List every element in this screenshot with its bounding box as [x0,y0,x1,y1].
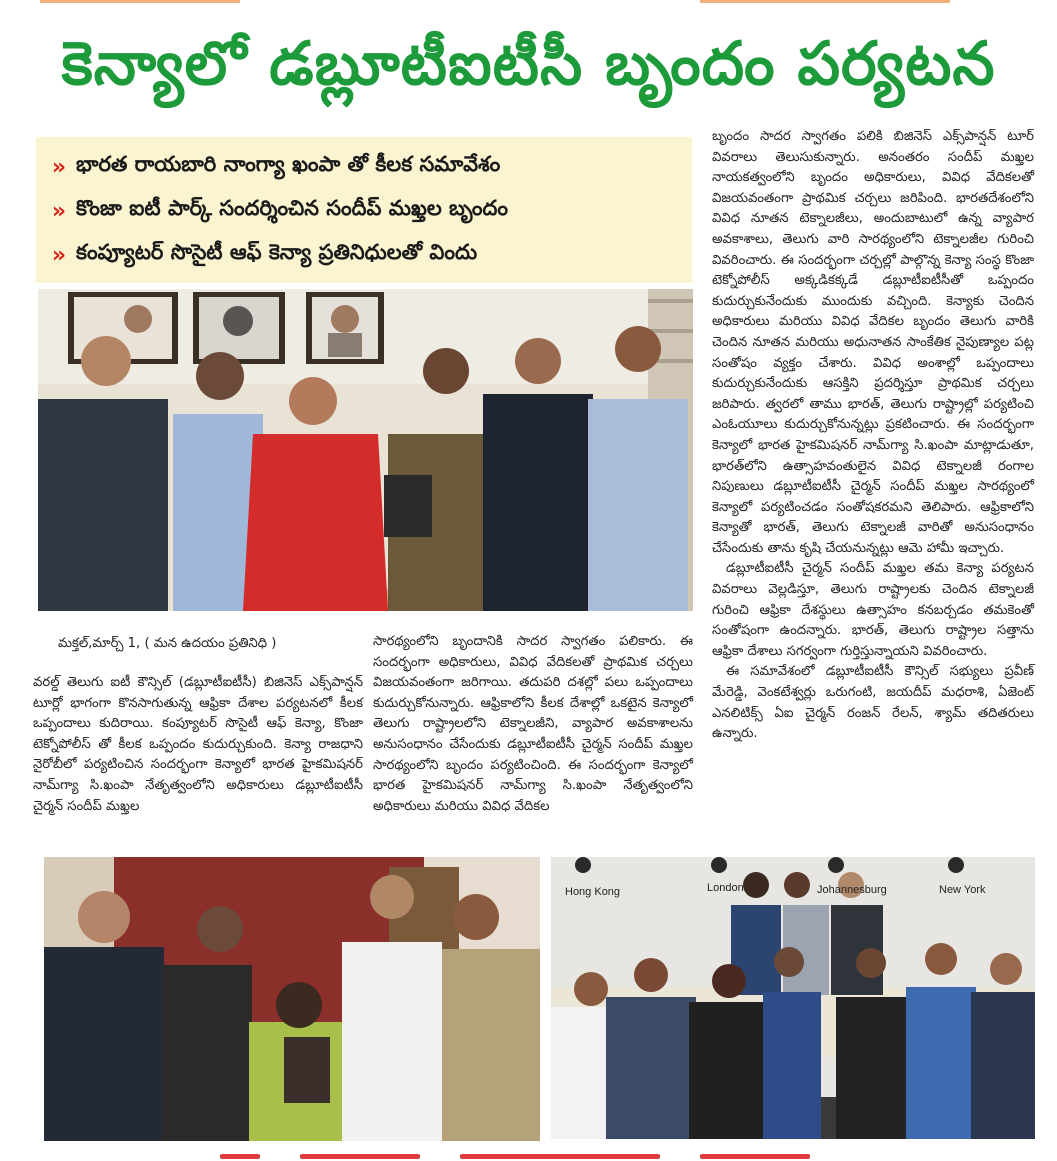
article-paragraph: సారథ్యంలోని బృందానికి సాదర స్వాగతం పలికారు. ఈ సందర్భంగా అధికారులు, వివిధ వేదికలతో ప్రాథమిక చర్చలు విజయవంతంగా జరిగాయి. తదుపరి దశల్లో పలు ఒప్పందాలు కుదుర్చుకోనున్నారు. ఆఫ్రికాలోని కీలక దేశాల్లో ఒకటైన కెన్యాలో తెలుగు రాష్ట్రాలలోని టెక్నాలజీని, వ్యాపార అవకాశాలను అనుసంధానం చేసేందుకు డబ్లూటీఐటీసీ చైర్మన్ సందీప్ మఖ్తల సారథ్యంలోని బృందం పర్యటించింది. ఈ సందర్భంగా కెన్యాలో భారత హైకమిషనర్ నామ్‌గ్యా సి.ఖంపా నేతృత్వంలోని అధికారులు మరియు వివిధ వేదికల [373,634,693,814]
bullet-arrow-icon: » [51,154,67,180]
photo-group-with-official [44,857,540,1141]
dateline: మక్తల్,మార్చ్ 1, ( మన ఉదయం ప్రతినిధి ) [58,636,277,651]
wall-clock-label: Johannesburg [817,884,887,896]
article-column-2 [373,632,693,817]
wall-clock-label: London [707,882,744,894]
bullet-arrow-icon: » [51,198,67,224]
highlight-text: కొంజా ఐటీ పార్క్ సందర్శించిన సందీప్ మఖ్తల బృందం [76,196,509,220]
article-paragraph: బృందం సాదర స్వాగతం పలికి బిజినెస్ ఎక్స్‌పాన్షన్ టూర్ వివరాలు తెలుసుకున్నారు. అనంతరం సందీప్ మఖ్తల నాయకత్వంలోని బృందం అధికారులు, వివిధ వేదికలతో విజయవంతంగా ప్రాథమిక చర్చలు జరిపింది. భారతదేశంలోని వివిధ నూతన టెక్నాలజీలు, అందుబాటులో ఉన్న వ్యాపార అవకాశాలు, తెలుగు వారి సారథ్యంలోని టెక్నాలజీల గురించి వివరించారు. ఈ సందర్భంగా చర్చల్లో పాల్గొన్న కెన్యా సంస్థ కొంజా టెక్నోపోలీస్ అక్కడికక్కడే డబ్లూటీఐటీసీతో ఒప్పందం కుదుర్చుకునేందుకు ముందుకు వచ్చింది. కెన్యాకు చెందిన అధికారులు మరియు వివిధ వేదికల బృందం తెలుగు వారికి చెందిన నూతన మరియు అధునాతన సాంకేతిక నైపుణ్యాల పట్ల సంతోషం వ్యక్తం చేశారు. వివిధ అంశాల్లో ఒప్పందాలు కుదుర్చుకునేందుకు ఆసక్తిని ప్రదర్శిస్తూ ప్రాథమిక చర్చలు జరిపారు. త్వరలో తాము భారత్, తెలుగు రాష్ట్రాల్లో పర్యటించి ఎంఓయూలు కుదుర్చుకోనున్నట్లు ప్రకటించారు. ఈ సందర్భంగా కెన్యాలో భారత హైకమిషనర్ నామ్‌గ్యా సి.ఖంపా మాట్లాడుతూ, భారత్‌లోని ఉత్సాహవంతులైన వివిధ టెక్నాలజీ రంగాల నిపుణులు డబ్లూటీఐటీసీ చైర్మన్ సందీప్ మఖ్తల సారథ్యంలో కెన్యాలో పర్యటించడం సంతోషకరమని తెలిపారు. ఆఫ్రికాలోని కెన్యాతో భారత్, తెలుగు టెక్నాలజీ వారితో అనుసంధానం చేసేందుకు తాను కృషి చేయనున్నట్లు ఆమె హామీ ఇచ్చారు. [712,129,1034,556]
accent-dash [300,1154,420,1159]
article-column-3 [712,127,1034,745]
highlight-text: కంప్యూటర్ సొసైటీ ఆఫ్ కెన్యా ప్రతినిధులతో విందు [76,240,478,264]
accent-dash [220,1154,260,1159]
article-column-1 [33,673,363,817]
wall-clock-label: New York [939,884,986,896]
accent-bar-left [40,0,240,3]
photo-office-lobby-group [551,857,1035,1139]
photo-group-with-high-commissioner [38,289,693,611]
bullet-arrow-icon: » [51,242,67,268]
accent-bar-right [700,0,950,3]
headline: కెన్యాలో డబ్లూటీఐటీసీ బృందం పర్యటన [61,29,996,99]
wall-clock-label: Hong Kong [565,886,621,898]
top-accent-stripe [0,0,1057,4]
highlight-text: భారత రాయబారి నాంగ్యా ఖంపా తో కీలక సమావేశం [76,152,501,176]
accent-dash [460,1154,660,1159]
bottom-accent-rule [0,1152,1057,1161]
article-paragraph: డబ్లూటీఐటీసీ చైర్మన్ సందీప్ మఖ్తల తమ కెన్యా పర్యటన వివరాలు వెల్లడిస్తూ, తెలుగు రాష్ట్రాలకు చెందిన టెక్నాలజీ గురించి ఆఫ్రికా దేశస్థులు ఉత్సాహం కనబర్చడం తమకెంతో సంతోషంగా ఉందన్నారు. భారత్, తెలుగు రాష్ట్రాల సత్తాను ఆఫ్రికా దేశాలు సగర్వంగా గుర్తిస్తున్నాయని వివరించారు. [712,561,1034,659]
highlight-item [42,145,684,189]
article-paragraph: వరల్డ్ తెలుగు ఐటీ కౌన్సిల్ (డబ్లూటీఐటీసీ) బిజినెస్ ఎక్స్‌పాన్షన్ టూర్లో భాగంగా కొనసాగుతున్న ఆఫ్రికా దేశాల పర్యటనలో కీలక ఒప్పందాలు కుదిరాయి. కంప్యూటర్ సొసైటీ ఆఫ్ కెన్యా, కొంజా టెక్నోపోలీస్ తో కీలక ఒప్పందం కుదుర్చుకుంది. కెన్యా రాజధాని నైరోబీలో పర్యటించిన సందర్భంగా కెన్యాలో భారత హైకమిషనర్ నామ్‌గ్యా సి.ఖంపా నేతృత్వంలోని అధికారులు డబ్లూటీఐటీసీ చైర్మన్ సందీప్ మఖ్తల [33,675,363,814]
article-paragraph: ఈ సమావేశంలో డబ్లూటీఐటీసీ కౌన్సిల్ సభ్యులు ప్రవీణ్ మేరెడ్డి, వెంకటేశ్వర్లు ఒరుగంటి, జయదీప్ మధరాశి, ఏజెంట్ ఎనలిటిక్స్ ఏఐ చైర్మన్ రంజన్ రేలన్, శ్యామ్ తదితరులు ఉన్నారు. [712,664,1034,742]
highlights-box [36,137,692,283]
highlight-item [42,233,684,277]
accent-dash [700,1154,810,1159]
highlight-item [42,189,684,233]
